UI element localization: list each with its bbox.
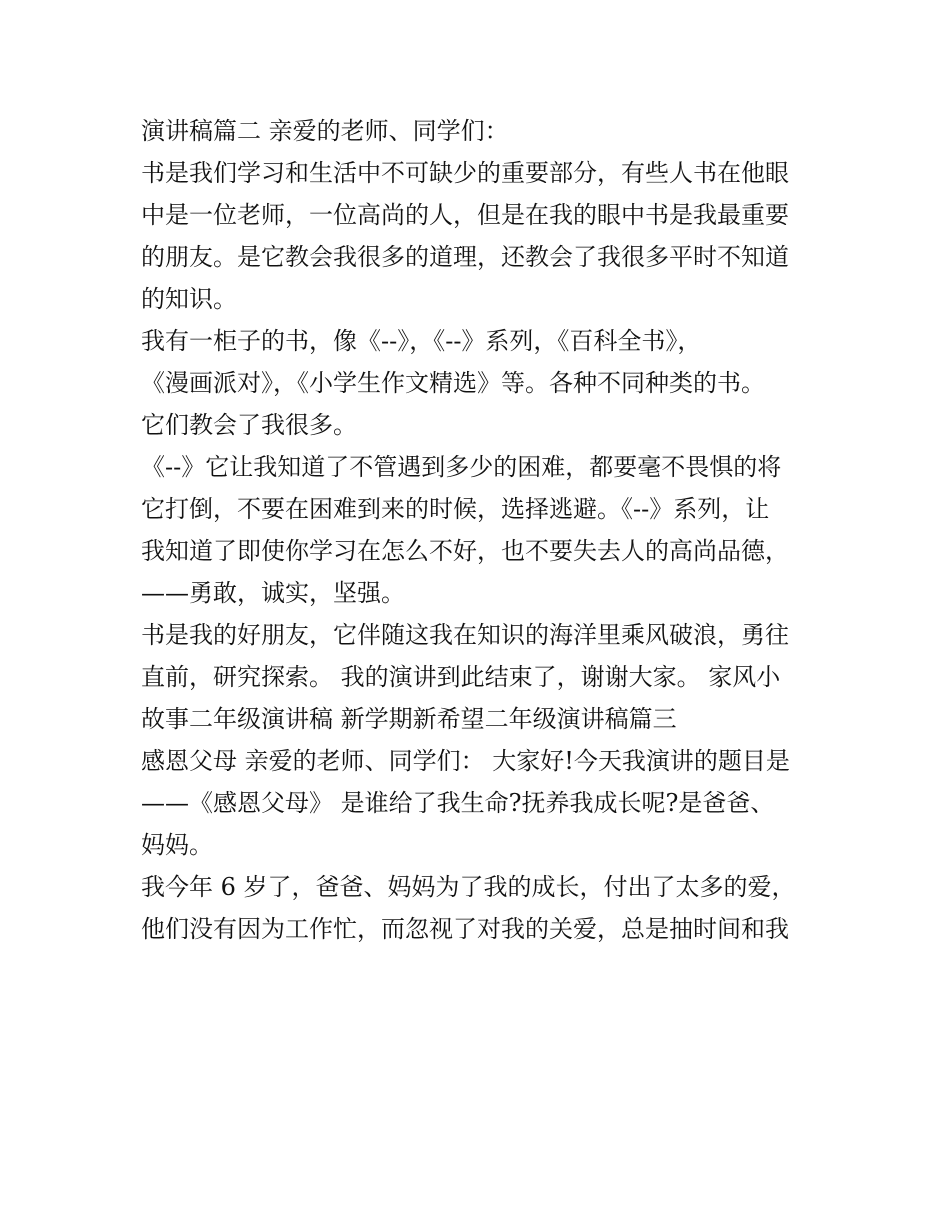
text-line: 妈妈。 bbox=[141, 831, 213, 859]
text-line: 书是我们学习和生活中不可缺少的重要部分，有些人书在他眼 bbox=[141, 159, 789, 187]
text-line: 的知识。 bbox=[141, 285, 237, 313]
text-line: 书是我的好朋友，它伴随这我在知识的海洋里乘风破浪，勇往 bbox=[141, 621, 789, 649]
text-line: 我今年 6 岁了，爸爸、妈妈为了我的成长，付出了太多的爱， bbox=[141, 873, 796, 901]
text-line: ——勇敢，诚实，坚强。 bbox=[141, 579, 405, 607]
text-line: 它们教会了我很多。 bbox=[141, 411, 357, 439]
text-line: 我知道了即使你学习在怎么不好，也不要失去人的高尚品德， bbox=[141, 537, 789, 565]
text-line: 故事二年级演讲稿 新学期新希望二年级演讲稿篇三 bbox=[141, 705, 677, 733]
text-line: 《漫画派对》，《小学生作文精选》等。各种不同种类的书。 bbox=[141, 369, 765, 397]
text-line: 感恩父母 亲爱的老师、同学们： 大家好!今天我演讲的题目是 bbox=[141, 747, 790, 775]
text-line: 中是一位老师，一位高尚的人，但是在我的眼中书是我最重要 bbox=[141, 201, 789, 229]
text-line: ——《感恩父母》 是谁给了我生命?抚养我成长呢?是爸爸、 bbox=[141, 789, 775, 817]
document-body bbox=[141, 110, 831, 950]
text-line: 我有一柜子的书，像《--》，《--》系列，《百科全书》， bbox=[141, 327, 702, 355]
text-line: 的朋友。是它教会我很多的道理，还教会了我很多平时不知道 bbox=[141, 243, 789, 271]
text-line: 演讲稿篇二 亲爱的老师、同学们： bbox=[141, 117, 509, 145]
text-line: 直前，研究探索。 我的演讲到此结束了，谢谢大家。 家风小 bbox=[141, 663, 781, 691]
text-line: 他们没有因为工作忙，而忽视了对我的关爱，总是抽时间和我 bbox=[141, 915, 789, 943]
text-line: 它打倒，不要在困难到来的时候，选择逃避。《--》系列，让 bbox=[141, 495, 770, 523]
text-line: 《--》它让我知道了不管遇到多少的困难，都要毫不畏惧的将 bbox=[141, 453, 782, 481]
